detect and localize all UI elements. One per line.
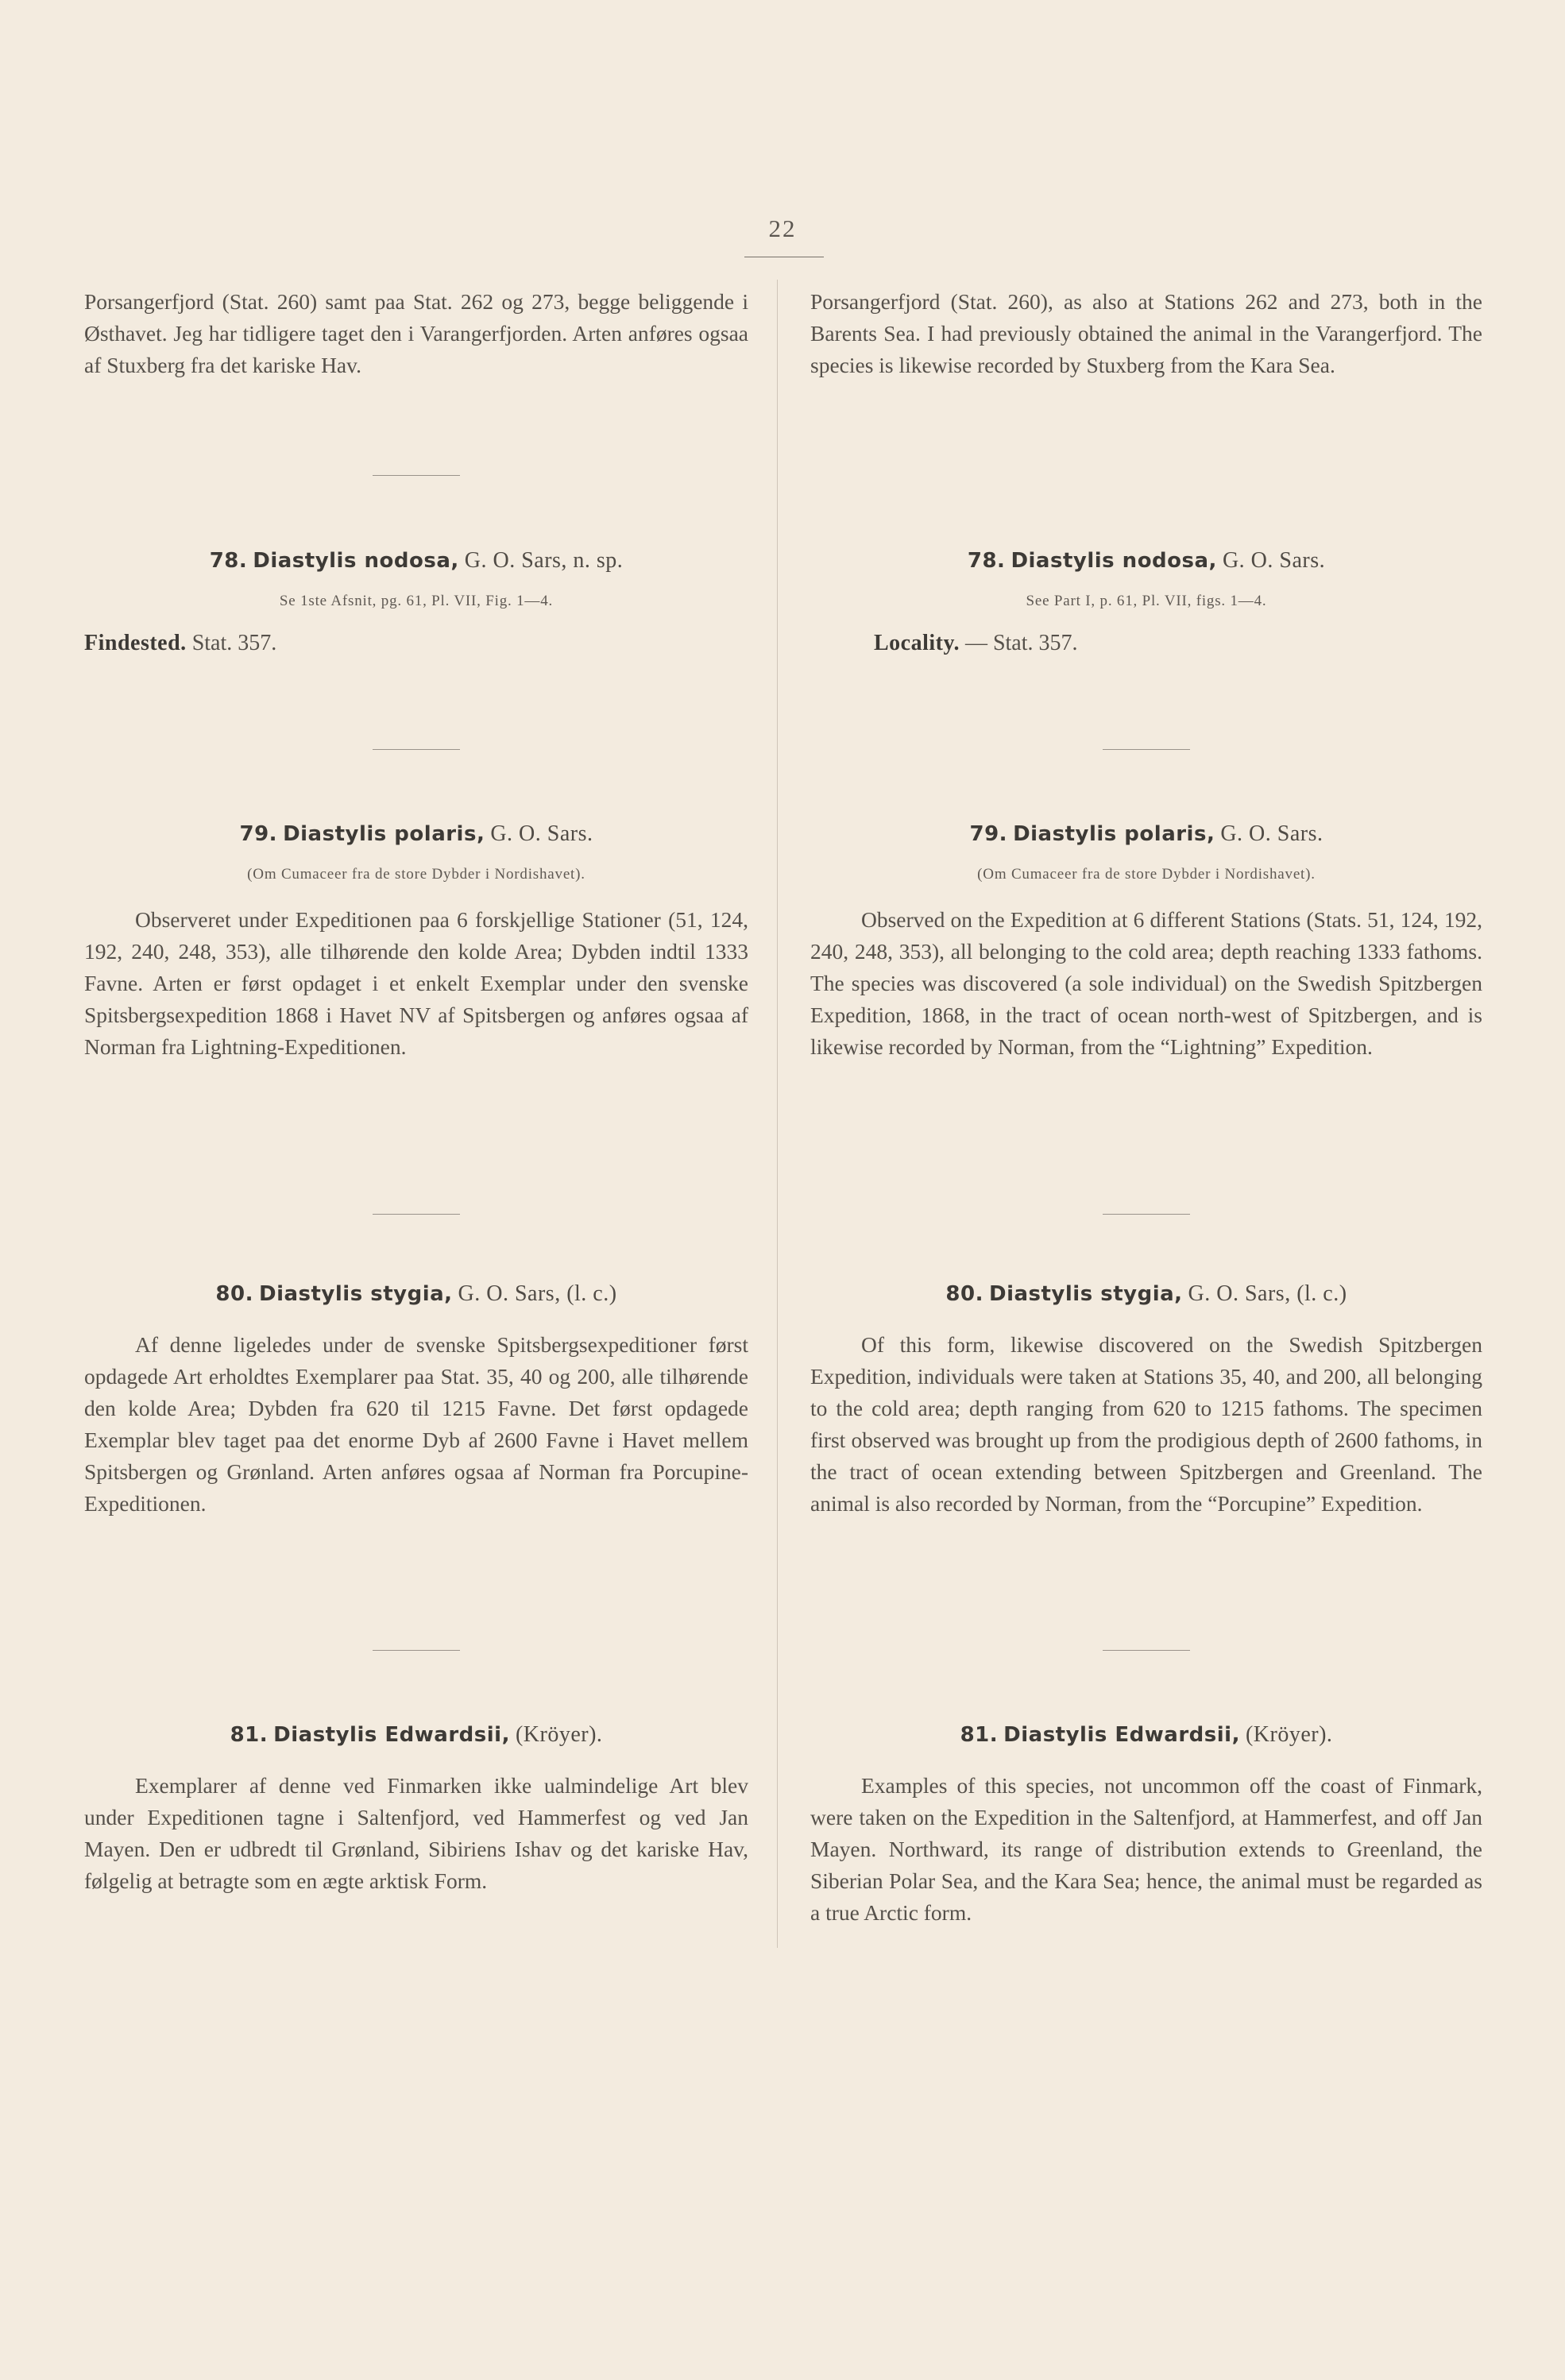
entry-body: Observed on the Expedition at 6 different Stations (Stats. 51, 124, 192, 240, 248, 353), all belonging to the cold area; depth reaching 1333 fathoms. The species was discovered (a sole individual) on the Swedish Spitzbergen Expedition, 1868, in the tract of ocean north-west of Spitzbergen, and is likewise recorded by Norman, from the “Lightning” Expedition. xyxy=(810,907,1482,1059)
entry-reference: Se 1ste Afsnit, pg. 61, Pl. VII, Fig. 1—4. xyxy=(279,593,554,609)
entry-reference: See Part I, p. 61, Pl. VII, figs. 1—4. xyxy=(1026,593,1267,609)
species-author: G. O. Sars. xyxy=(1220,821,1323,846)
left-entry-78 xyxy=(84,475,748,656)
entry-heading xyxy=(84,820,748,848)
species-author: (Kröyer). xyxy=(515,1722,603,1747)
entry-heading xyxy=(84,1280,748,1308)
species-name: Diastylis stygia, xyxy=(258,1282,453,1306)
entry-reference: (Om Cumaceer fra de store Dybder i Nordishavet). xyxy=(977,866,1316,883)
entry-body: Af denne ligeledes under de svenske Spitsbergsexpeditioner først opdagede Art erholdtes Exemplarer paa Stat. 35, 40 og 200, alle tilhørende den kolde Area; Dybden fra 620 til 1215 Favne. Det først opdagede Exemplar blev taget paa det enorme Dyb af 2600 Favne i Havet mellem Spitsbergen og Grønland. Arten anføres ogsaa af Norman fra Porcupine-Expeditionen. xyxy=(84,1332,748,1516)
entry-body: Examples of this species, not uncommon off the coast of Finmark, were taken on the Expedition in the Saltenfjord, at Hammerfest, and off Jan Mayen. Northward, its range of distribution extends to Greenland, the Siberian Polar Sea, and the Kara Sea; hence, the animal must be regarded as a true Arctic form. xyxy=(810,1773,1482,1925)
species-author: G. O. Sars, (l. c.) xyxy=(458,1281,617,1306)
species-name: Diastylis Edwardsii, xyxy=(273,1723,510,1747)
left-entry-80 xyxy=(84,1214,748,1520)
species-author: G. O. Sars. xyxy=(490,821,593,846)
right-entry-78 xyxy=(810,475,1482,656)
entry-number: 79. xyxy=(239,822,278,846)
entry-heading xyxy=(84,547,748,575)
right-column xyxy=(810,0,1482,2380)
left-entry-79 xyxy=(84,749,748,1063)
entry-body: Exemplarer af denne ved Finmarken ikke ualmindelige Art blev under Expeditionen tagne i Saltenfjord, ved Hammerfest og ved Jan Mayen. Den er udbredt til Grønland, Sibiriens Ishav og det kariske Hav, følgelig at betragte som en ægte arktisk Form. xyxy=(84,1773,748,1893)
species-name: Diastylis stygia, xyxy=(988,1282,1183,1306)
separator-rule xyxy=(1103,1214,1190,1215)
species-name: Diastylis nodosa, xyxy=(1010,549,1217,573)
locality-label: Locality. xyxy=(874,631,960,655)
entry-number: 79. xyxy=(969,822,1008,846)
species-author: (Kröyer). xyxy=(1245,1722,1333,1747)
entry-locality xyxy=(84,631,748,656)
right-entry-80 xyxy=(810,1214,1482,1520)
species-name: Diastylis Edwardsii, xyxy=(1003,1723,1240,1747)
column-divider xyxy=(777,280,778,1948)
entry-heading xyxy=(810,1280,1482,1308)
entry-body: Observeret under Expeditionen paa 6 forskjellige Stationer (51, 124, 192, 240, 248, 353), alle tilhørende den kolde Area; Dybden indtil 1333 Favne. Arten er først opdaget i et enkelt Exemplar under den svenske Spitsbergsexpedition 1868 i Havet NV af Spitsbergen og anføres ogsaa af Norman fra Lightning-Expeditionen. xyxy=(84,907,748,1059)
entry-number: 81. xyxy=(960,1723,999,1747)
species-name: Diastylis polaris, xyxy=(283,822,485,846)
entry-number: 78. xyxy=(209,549,248,573)
locality-value: Stat. 357. xyxy=(191,631,277,655)
right-entry-81 xyxy=(810,1650,1482,1929)
entry-heading xyxy=(810,547,1482,575)
species-author: G. O. Sars, n. sp. xyxy=(464,548,624,573)
entry-heading xyxy=(84,1721,748,1749)
left-continuation-text: Porsangerfjord (Stat. 260) samt paa Stat. 262 og 273, begge beliggende i Østhavet. Jeg har tidligere taget den i Varangerfjorden. Arten anføres ogsaa af Stuxberg fra det kariske Hav. xyxy=(84,289,748,377)
right-entry-79 xyxy=(810,749,1482,1063)
species-author: G. O. Sars, (l. c.) xyxy=(1188,1281,1347,1306)
entry-heading xyxy=(810,820,1482,848)
species-author: G. O. Sars. xyxy=(1222,548,1326,573)
entry-number: 80. xyxy=(945,1282,983,1306)
locality-label: Findested. xyxy=(84,631,187,655)
locality-value: — Stat. 357. xyxy=(964,631,1078,655)
separator-rule xyxy=(373,1214,460,1215)
separator-rule xyxy=(373,1650,460,1651)
left-column xyxy=(84,0,748,2380)
right-continuation-text: Porsangerfjord (Stat. 260), as also at Stations 262 and 273, both in the Barents Sea. I had previously obtained the animal in the Varangerfjord. The species is likewise recorded by Stuxberg from the Kara Sea. xyxy=(810,289,1482,377)
entry-body: Of this form, likewise discovered on the Swedish Spitzbergen Expedition, individuals were taken at Stations 35, 40, and 200, all belonging to the cold area; depth ranging from 620 to 1215 fathoms. The specimen first observed was brought up from the prodigious depth of 2600 fathoms, in the tract of ocean extending between Spitzbergen and Greenland. The animal is also recorded by Norman, from the “Porcupine” Expedition. xyxy=(810,1332,1482,1516)
page-number: 22 xyxy=(768,214,797,242)
species-name: Diastylis polaris, xyxy=(1013,822,1215,846)
entry-reference: (Om Cumaceer fra de store Dybder i Nordishavet). xyxy=(247,866,585,883)
separator-rule xyxy=(373,475,460,476)
entry-number: 80. xyxy=(215,1282,253,1306)
entry-locality xyxy=(810,631,1482,656)
species-name: Diastylis nodosa, xyxy=(253,549,459,573)
separator-rule xyxy=(373,749,460,750)
separator-rule xyxy=(1103,1650,1190,1651)
separator-rule xyxy=(1103,749,1190,750)
entry-number: 78. xyxy=(967,549,1006,573)
left-entry-81 xyxy=(84,1650,748,1897)
entry-heading xyxy=(810,1721,1482,1749)
entry-number: 81. xyxy=(230,1723,269,1747)
